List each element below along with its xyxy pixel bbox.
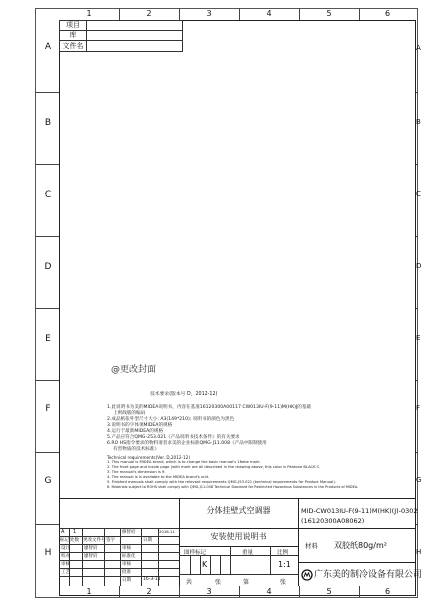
row-label-H: H (44, 548, 52, 558)
scale-value: 1:1 (278, 560, 291, 569)
column-label-6: 6 (384, 9, 391, 18)
rev-row-line (59, 568, 179, 569)
title-middle-divider (179, 546, 298, 547)
role-approve: 批准 (122, 570, 131, 575)
title-middle-col (270, 546, 271, 574)
column-label-2: 2 (146, 9, 152, 18)
title-middle-col (230, 546, 231, 574)
title-middle-col (200, 555, 201, 574)
row-tick (35, 308, 59, 309)
tech-req-en-line: 5. Finished manuals shall comply with the relevant requirements QMG-J53.021 (technical requirements for Product Manual). (107, 480, 336, 484)
weight-label: 重量 (242, 550, 254, 556)
tech-req-en-line: 3. The manual's dimension is 9. (107, 470, 166, 474)
approve-date-label: 日期 (122, 578, 131, 583)
tech-req-cn-line: 3.说明书的字体须MIDEA的规格 (107, 423, 173, 428)
column-tick (359, 8, 360, 20)
cover-note: @更改封面 (111, 365, 157, 375)
tech-req-cn-line: 6.RO HS指令要求的物料请者求美的企业标准QMG-J11.008《产品中限制使用 (107, 441, 267, 446)
row-tick (35, 452, 59, 453)
tech-req-cn-line: 2.成品纸张外型尺寸大小: A3(149*210); 说明书的颜色为黑色 (107, 417, 235, 422)
scale-label: 比例 (277, 550, 289, 556)
role-design: 设计 (61, 546, 70, 551)
approve-date: 16-3-11 (143, 577, 161, 582)
row-label-right-C: C (416, 190, 421, 198)
tech-req-cn-line: 有害物质的技术标准》 (113, 447, 159, 452)
column-label-bottom-6: 6 (384, 587, 391, 596)
role-audit: 审核 (61, 562, 70, 567)
title-right-divider (298, 562, 416, 563)
column-tick (239, 586, 240, 597)
tech-req-en-line: 4. The manual is is available to the MIDEA brand's unit. (107, 475, 210, 479)
row-label-right-A: A (416, 44, 421, 52)
filename-value (86, 40, 183, 52)
role-review: 审核 (122, 546, 131, 551)
sheet-page-label: 第 (243, 579, 250, 586)
material-label: 材料 (305, 542, 318, 550)
row-label-A: A (44, 42, 52, 52)
row-label-B: B (44, 118, 52, 128)
role-process: 工艺 (61, 570, 70, 575)
row-label-right-E: E (416, 334, 421, 342)
row-tick (416, 236, 418, 237)
column-tick (119, 586, 120, 597)
rev-header: 日期 (143, 538, 152, 543)
drawing-mark: K (202, 560, 208, 569)
title-right-divider (298, 528, 416, 529)
part-number: (16120300A08062) (301, 517, 365, 525)
rev-header: 更改文件号 (83, 538, 106, 543)
row-tick (416, 92, 418, 93)
midea-logo-icon (300, 566, 314, 578)
row-label-right-G: G (416, 476, 422, 484)
column-tick (179, 586, 180, 597)
row-label-F: F (45, 404, 51, 414)
rev-col-line (141, 528, 142, 586)
sheet-total-unit: 张 (215, 579, 222, 586)
column-label-1: 1 (86, 9, 92, 18)
tech-req-en-line: 1. This manual is MIDEA brand, which is to change the basic manual's 16ebe mark. (107, 460, 261, 464)
document-name: 安装使用说明书 (210, 532, 267, 541)
stage-label: 图样标记 (184, 550, 207, 556)
column-label-bottom-1: 1 (86, 587, 92, 596)
column-label-bottom-3: 3 (206, 587, 212, 596)
column-tick (179, 8, 180, 20)
title-block-divider (298, 498, 299, 586)
column-label-4: 4 (266, 9, 272, 18)
column-label-5: 5 (326, 9, 332, 18)
material-value: 双胶纸80g/m² (334, 541, 387, 550)
rev-header: 处数 (70, 538, 79, 543)
row-tick (416, 380, 418, 381)
row-tick (416, 308, 418, 309)
row-tick (35, 164, 59, 165)
rev-row-line (59, 552, 179, 553)
row-tick (35, 92, 59, 93)
filename-label: 文件名 (59, 40, 87, 52)
rev-signer: 修智府 (122, 530, 136, 535)
row-label-right-B: B (416, 118, 421, 126)
rev-header: 签字 (106, 538, 115, 543)
rev-col-line (120, 528, 121, 586)
tech-req-cn-line: 4.运行于最新MIDEA的规格 (107, 429, 164, 434)
title-middle-divider (179, 528, 298, 529)
title-middle-line (179, 574, 298, 575)
project-label: 项目 (59, 20, 87, 31)
row-label-right-D: D (416, 262, 422, 270)
row-label-E: E (45, 334, 51, 344)
row-label-G: G (44, 476, 52, 486)
tech-req-en-line: 2. The front page and inside page (with mark are all described in the drawing above, this color is Pantone BLACK C. (107, 465, 321, 469)
column-tick (359, 586, 360, 597)
column-tick (299, 586, 300, 597)
tech-req-cn-line: 上则线版的编码 (113, 411, 146, 416)
role-standard: 标准化 (122, 554, 136, 559)
rev-row-line (59, 544, 179, 545)
row-tick (35, 380, 59, 381)
title-middle-col (220, 555, 221, 574)
row-label-D: D (44, 262, 52, 272)
column-tick (239, 8, 240, 20)
rev-date: 2016-11 (159, 529, 175, 534)
row-label-right-F: F (416, 404, 421, 412)
row-label-C: C (44, 190, 52, 200)
column-label-bottom-2: 2 (146, 587, 152, 596)
tech-req-title: 技术要求(版本号 D，2012-12) (150, 392, 218, 397)
role-review-2: 审核 (122, 562, 131, 567)
tech-req-cn-line: 1.此说明书为美的MIDEA说明书，内容在基准16120300A00117 CW013IU-F(9-11)M(HK)J的基础 (107, 405, 312, 410)
row-tick (35, 524, 59, 525)
title-middle-col (210, 555, 211, 574)
column-label-bottom-4: 4 (266, 587, 272, 596)
rev-mark: A (61, 529, 65, 535)
designer-name: 廖智府 (84, 546, 98, 551)
checker-name: 廖智府 (84, 554, 98, 559)
tech-req-en-title: Technical requirements(Ver. D,2012-12) (107, 455, 191, 460)
column-tick (299, 8, 300, 20)
product-name: 分体挂壁式空调器 (206, 506, 271, 515)
drawing-number: MID-CW013IU-F(9-11)M(HK)(J)-0302 (301, 507, 418, 515)
column-label-bottom-5: 5 (326, 587, 332, 596)
rev-header: 标记 (60, 538, 69, 543)
column-tick (119, 8, 120, 20)
column-label-3: 3 (206, 9, 212, 18)
tech-req-cn-line: 5.产品应符合QMG-253.021《产品说明书技术条件》的有关要求 (107, 435, 240, 440)
rev-row-line (59, 560, 179, 561)
row-tick (416, 524, 418, 525)
rev-count: 1 (73, 529, 77, 535)
rev-row-line (59, 576, 179, 577)
company-name: 广东美的制冷设备有限公司 (314, 570, 423, 580)
row-tick (416, 164, 418, 165)
sheet-total-label: 共 (186, 579, 193, 586)
row-tick (416, 452, 418, 453)
library-label: 库 (59, 30, 87, 41)
row-label-right-H: H (416, 548, 422, 556)
row-tick (35, 236, 59, 237)
tech-req-en-line: 6. Materials subject to ROHS shall comply with QMG-J11.008 Technical Standard for Restricted Hazardous Substances in the Products of MIDEA. (107, 485, 359, 489)
sheet-page-unit: 张 (280, 579, 287, 586)
title-middle-col (190, 555, 191, 574)
role-check: 校对 (61, 554, 70, 559)
